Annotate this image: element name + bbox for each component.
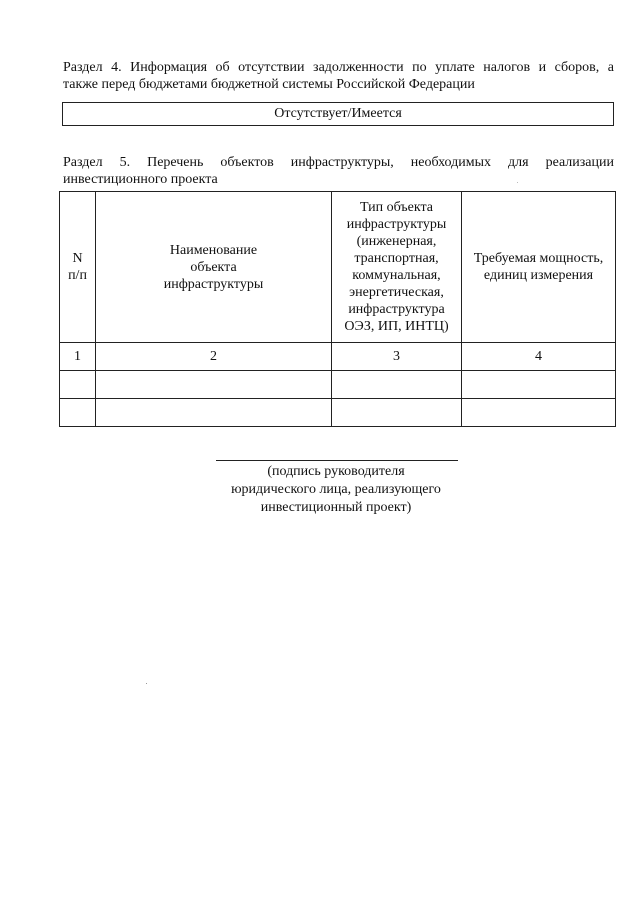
section-4-heading-line2: также перед бюджетами бюджетной системы Российской Федерации [63, 77, 475, 92]
header-required-capacity [462, 192, 616, 343]
section-4-heading-line1: Раздел 4. Информация об отсутствии задолженности по уплате налогов и сборов, а [63, 60, 614, 75]
header-number-line1: N [72, 251, 83, 266]
signature-line [216, 460, 458, 461]
table-header-row [60, 192, 616, 343]
table-row [60, 371, 616, 399]
debt-status-text: Отсутствует/Имеется [274, 106, 402, 121]
header-object-name [96, 192, 332, 343]
infrastructure-table [59, 191, 616, 427]
column-number-cell: 3 [332, 343, 462, 371]
table-cell [60, 399, 96, 427]
section-5-heading-line2: инвестиционного проекта [63, 172, 218, 187]
table-cell [96, 399, 332, 427]
section-5-heading-line1: Раздел 5. Перечень объектов инфраструктуры, необходимых для реализации [63, 155, 614, 170]
debt-status-box [62, 102, 614, 126]
table-cell [462, 371, 616, 399]
table-row [60, 399, 616, 427]
table-cell [96, 371, 332, 399]
header-required-capacity-text: Требуемая мощность, единиц измерения [473, 251, 604, 283]
section-4-heading [63, 59, 614, 93]
column-number-cell: 4 [462, 343, 616, 371]
table-cell [462, 399, 616, 427]
scan-speck [517, 182, 518, 183]
section-5-heading [63, 154, 614, 188]
header-object-type [332, 192, 462, 343]
column-number-row [60, 343, 616, 371]
header-number-line2: п/п [68, 268, 87, 283]
table-cell [332, 399, 462, 427]
scan-speck [146, 683, 147, 684]
signature-caption [210, 463, 462, 517]
header-object-type-text: Тип объекта инфраструктуры (инженерная, транспортная, коммунальная, энергетическая, инфраструктура ОЭЗ, ИП, ИНТЦ) [344, 200, 449, 334]
signature-caption-line2: юридического лица, реализующего [231, 482, 441, 497]
table-cell [332, 371, 462, 399]
signature-caption-line1: (подпись руководителя [267, 464, 405, 479]
signature-caption-line3: инвестиционный проект) [260, 500, 412, 515]
header-object-name-text: Наименование объекта инфраструктуры [163, 242, 264, 292]
column-number-cell: 2 [96, 343, 332, 371]
column-number-cell: 1 [60, 343, 96, 371]
table-cell [60, 371, 96, 399]
header-number [60, 192, 96, 343]
